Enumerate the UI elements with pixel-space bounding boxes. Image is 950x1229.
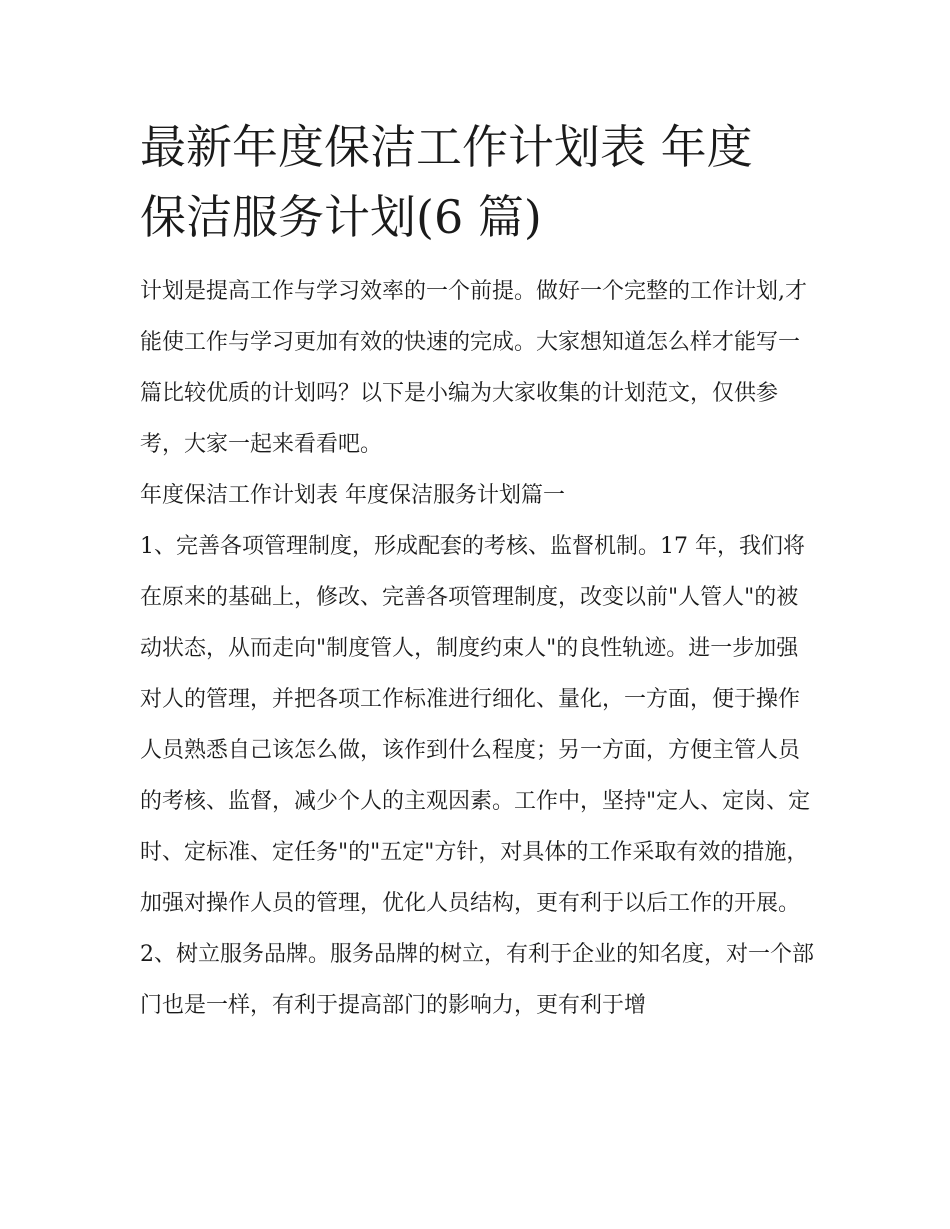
paragraph-2: 2、树立服务品牌。服务品牌的树立，有利于企业的知名度，对一个部门也是一样，有利于提高部门的影响力，更有利于增 (140, 942, 814, 1018)
intro-paragraph: 计划是提高工作与学习效率的一个前提。做好一个完整的工作计划,才能使工作与学习更加有效的快速的完成。大家想知道怎么样才能写一篇比较优质的计划吗？以下是小编为大家收集的计划范文，仅供参考，大家一起来看看吧。 (140, 279, 807, 457)
document-title (140, 112, 820, 252)
paragraph-1: 1、完善各项管理制度，形成配套的考核、监督机制。17 年，我们将在原来的基础上，修改、完善各项管理制度，改变以前"人管人"的被动状态，从而走向"制度管人，制度约束人"的良性轨迹。进一步加强对人的管理，并把各项工作标准进行细化、量化，一方面，便于操作人员熟悉自己该怎么做，该作到什么程度；另一方面，方便主管人员的考核、监督，减少个人的主观因素。工作中，坚持"定人、定岗、定时、定标准、定任务"的"五定"方针，对具体的工作采取有效的措施，加强对操作人员的管理，优化人员结构，更有利于以后工作的开展。 (140, 534, 811, 916)
title-line-2: 保洁服务计划(6 篇) (140, 190, 542, 244)
document-body (140, 266, 820, 1031)
title-line-1: 最新年度保洁工作计划表 年度 (140, 120, 753, 174)
document-page (140, 112, 820, 1031)
section-heading: 年度保洁工作计划表 年度保洁服务计划篇一 (140, 483, 565, 508)
